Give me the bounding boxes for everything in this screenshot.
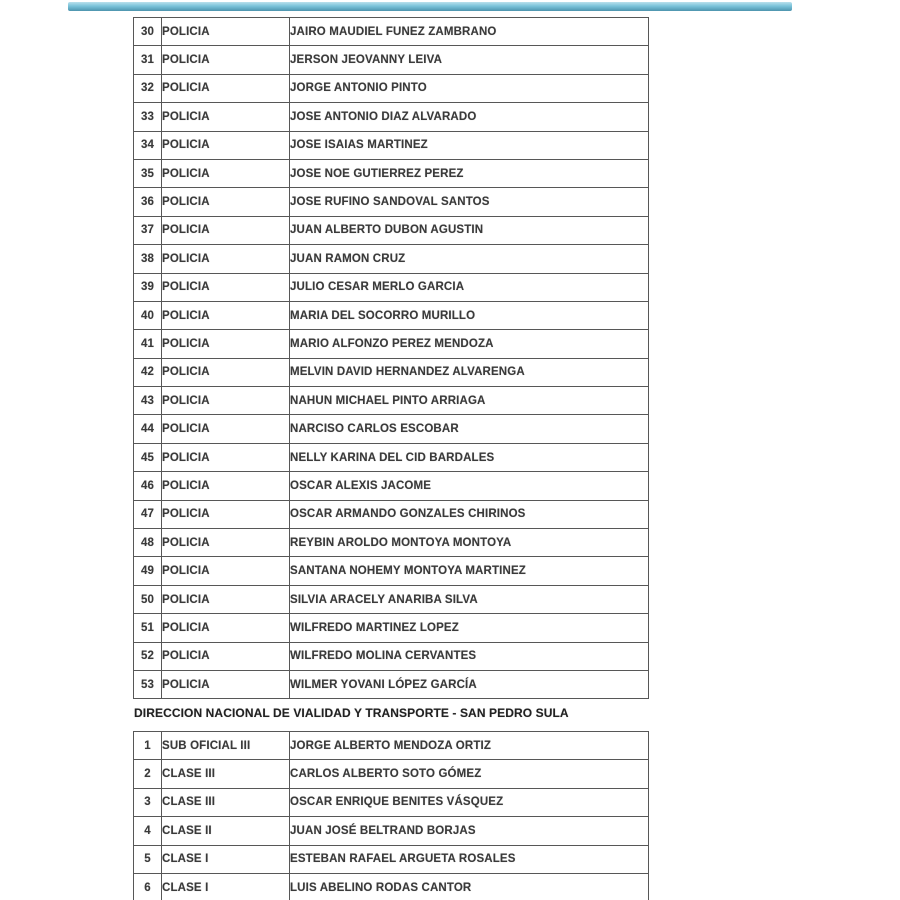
name-cell: WILFREDO MARTINEZ LOPEZ: [290, 614, 649, 642]
row-number-cell: 42: [134, 358, 162, 386]
table-row: [134, 131, 649, 159]
name-cell: CARLOS ALBERTO SOTO GÓMEZ: [290, 760, 649, 788]
table-row: [134, 358, 649, 386]
table-row: [134, 732, 649, 760]
table-row: [134, 387, 649, 415]
name-cell: MARIO ALFONZO PEREZ MENDOZA: [290, 330, 649, 358]
row-number-cell: 47: [134, 500, 162, 528]
name-cell: JUAN RAMON CRUZ: [290, 245, 649, 273]
table-row: [134, 74, 649, 102]
rank-cell: POLICIA: [162, 557, 290, 585]
name-cell: MARIA DEL SOCORRO MURILLO: [290, 301, 649, 329]
rank-cell: POLICIA: [162, 472, 290, 500]
rank-cell: POLICIA: [162, 46, 290, 74]
row-number-cell: 53: [134, 670, 162, 698]
row-number-cell: 35: [134, 159, 162, 187]
table-row: [134, 817, 649, 845]
table-row: [134, 415, 649, 443]
name-cell: SILVIA ARACELY ANARIBA SILVA: [290, 585, 649, 613]
row-number-cell: 37: [134, 216, 162, 244]
rank-cell: POLICIA: [162, 159, 290, 187]
rank-cell: POLICIA: [162, 358, 290, 386]
row-number-cell: 49: [134, 557, 162, 585]
roster-table-vialidad: [133, 731, 649, 900]
name-cell: WILMER YOVANI LÓPEZ GARCÍA: [290, 670, 649, 698]
table-row: [134, 500, 649, 528]
row-number-cell: 40: [134, 301, 162, 329]
rank-cell: POLICIA: [162, 74, 290, 102]
table-row: [134, 18, 649, 46]
row-number-cell: 4: [134, 817, 162, 845]
row-number-cell: 2: [134, 760, 162, 788]
name-cell: JUAN JOSÉ BELTRAND BORJAS: [290, 817, 649, 845]
rank-cell: POLICIA: [162, 188, 290, 216]
table-row: [134, 301, 649, 329]
table-row: [134, 103, 649, 131]
name-cell: MELVIN DAVID HERNANDEZ ALVARENGA: [290, 358, 649, 386]
table-row: [134, 245, 649, 273]
row-number-cell: 51: [134, 614, 162, 642]
row-number-cell: 48: [134, 529, 162, 557]
name-cell: JULIO CESAR MERLO GARCIA: [290, 273, 649, 301]
name-cell: OSCAR ARMANDO GONZALES CHIRINOS: [290, 500, 649, 528]
name-cell: NELLY KARINA DEL CID BARDALES: [290, 443, 649, 471]
row-number-cell: 39: [134, 273, 162, 301]
rank-cell: CLASE I: [162, 873, 290, 900]
name-cell: NARCISO CARLOS ESCOBAR: [290, 415, 649, 443]
row-number-cell: 1: [134, 732, 162, 760]
name-cell: REYBIN AROLDO MONTOYA MONTOYA: [290, 529, 649, 557]
roster-table-policia: [133, 17, 649, 699]
rank-cell: CLASE I: [162, 845, 290, 873]
table-row: [134, 472, 649, 500]
row-number-cell: 6: [134, 873, 162, 900]
name-cell: JAIRO MAUDIEL FUNEZ ZAMBRANO: [290, 18, 649, 46]
table-row: [134, 845, 649, 873]
name-cell: LUIS ABELINO RODAS CANTOR: [290, 873, 649, 900]
rank-cell: POLICIA: [162, 245, 290, 273]
table-row: [134, 760, 649, 788]
table-row: [134, 188, 649, 216]
row-number-cell: 31: [134, 46, 162, 74]
name-cell: NAHUN MICHAEL PINTO ARRIAGA: [290, 387, 649, 415]
rank-cell: POLICIA: [162, 18, 290, 46]
row-number-cell: 33: [134, 103, 162, 131]
name-cell: JOSE ISAIAS MARTINEZ: [290, 131, 649, 159]
rank-cell: POLICIA: [162, 585, 290, 613]
rank-cell: POLICIA: [162, 301, 290, 329]
row-number-cell: 44: [134, 415, 162, 443]
rank-cell: POLICIA: [162, 670, 290, 698]
table-row: [134, 330, 649, 358]
rank-cell: POLICIA: [162, 443, 290, 471]
rank-cell: POLICIA: [162, 131, 290, 159]
name-cell: JORGE ALBERTO MENDOZA ORTIZ: [290, 732, 649, 760]
row-number-cell: 32: [134, 74, 162, 102]
name-cell: JOSE ANTONIO DIAZ ALVARADO: [290, 103, 649, 131]
row-number-cell: 5: [134, 845, 162, 873]
rank-cell: POLICIA: [162, 642, 290, 670]
rank-cell: POLICIA: [162, 273, 290, 301]
row-number-cell: 52: [134, 642, 162, 670]
table-row: [134, 585, 649, 613]
table-row: [134, 788, 649, 816]
row-number-cell: 3: [134, 788, 162, 816]
rank-cell: CLASE III: [162, 760, 290, 788]
rank-cell: POLICIA: [162, 103, 290, 131]
rank-cell: POLICIA: [162, 387, 290, 415]
table-row: [134, 529, 649, 557]
name-cell: OSCAR ALEXIS JACOME: [290, 472, 649, 500]
row-number-cell: 34: [134, 131, 162, 159]
table-row: [134, 873, 649, 900]
table-row: [134, 273, 649, 301]
row-number-cell: 45: [134, 443, 162, 471]
table-row: [134, 159, 649, 187]
row-number-cell: 46: [134, 472, 162, 500]
name-cell: JOSE NOE GUTIERREZ PEREZ: [290, 159, 649, 187]
row-number-cell: 30: [134, 18, 162, 46]
rank-cell: SUB OFICIAL III: [162, 732, 290, 760]
name-cell: SANTANA NOHEMY MONTOYA MARTINEZ: [290, 557, 649, 585]
row-number-cell: 36: [134, 188, 162, 216]
rank-cell: POLICIA: [162, 614, 290, 642]
rank-cell: POLICIA: [162, 500, 290, 528]
name-cell: JERSON JEOVANNY LEIVA: [290, 46, 649, 74]
table-row: [134, 642, 649, 670]
row-number-cell: 50: [134, 585, 162, 613]
rank-cell: POLICIA: [162, 529, 290, 557]
rank-cell: CLASE II: [162, 817, 290, 845]
table-row: [134, 443, 649, 471]
row-number-cell: 41: [134, 330, 162, 358]
rank-cell: POLICIA: [162, 330, 290, 358]
section-header-vialidad-transporte: DIRECCION NACIONAL DE VIALIDAD Y TRANSPORTE - SAN PEDRO SULA: [134, 706, 569, 720]
rank-cell: CLASE III: [162, 788, 290, 816]
rank-cell: POLICIA: [162, 216, 290, 244]
rank-cell: POLICIA: [162, 415, 290, 443]
name-cell: JOSE RUFINO SANDOVAL SANTOS: [290, 188, 649, 216]
table-row: [134, 614, 649, 642]
table-row: [134, 216, 649, 244]
table-row: [134, 46, 649, 74]
row-number-cell: 43: [134, 387, 162, 415]
row-number-cell: 38: [134, 245, 162, 273]
name-cell: JORGE ANTONIO PINTO: [290, 74, 649, 102]
table-row: [134, 557, 649, 585]
name-cell: ESTEBAN RAFAEL ARGUETA ROSALES: [290, 845, 649, 873]
name-cell: OSCAR ENRIQUE BENITES VÁSQUEZ: [290, 788, 649, 816]
name-cell: JUAN ALBERTO DUBON AGUSTIN: [290, 216, 649, 244]
name-cell: WILFREDO MOLINA CERVANTES: [290, 642, 649, 670]
table-row: [134, 670, 649, 698]
top-divider-bar: [68, 2, 792, 11]
